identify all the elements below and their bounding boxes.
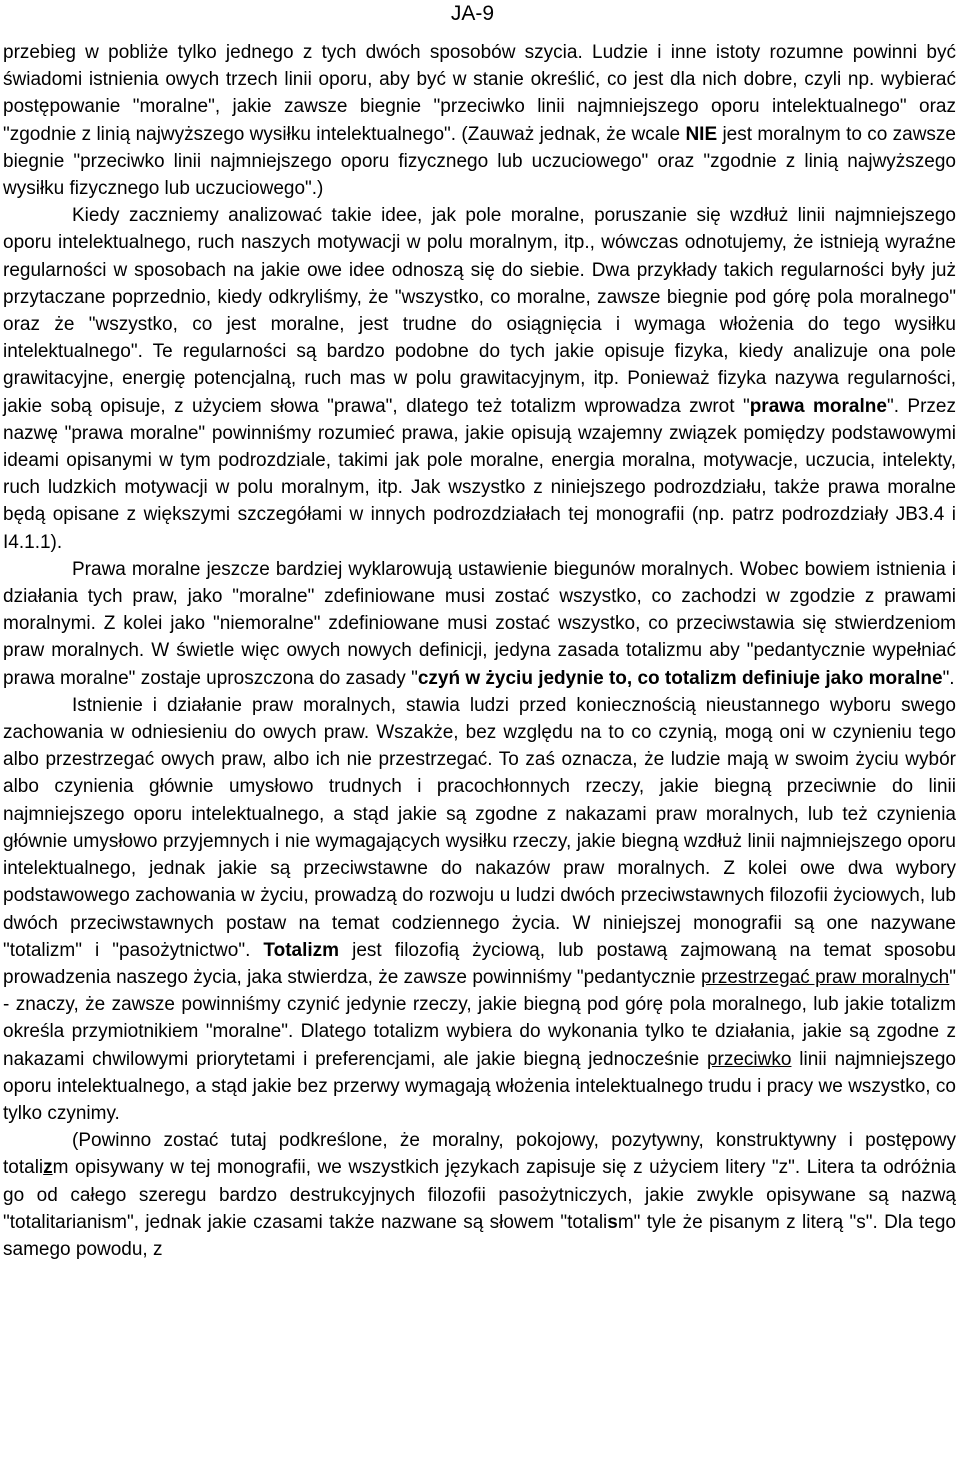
page-header [0, 0, 960, 34]
paragraph-text: linii najmniejszego oporu intelektualnego, a stąd jakie bez przerwy wymagają włożenia intelektualnego trudu i pracy we wszystko, co tylko czynimy. [3, 1048, 956, 1124]
underlined-text: przestrzegać praw moralnych [700, 966, 950, 988]
paragraph-text: (Powinno zostać tutaj podkreślone, że moralny, pokojowy, pozytywny, konstruktywny i postępowy totali [3, 1130, 956, 1179]
paragraph-text: m opisywany w tej monografii, we wszystkich językach zapisuje się z użyciem litery "z". Litera ta odróżnia go od całego szeregu bardzo destrukcyjnych filozofii pasożytniczych, jakie zwykle opisywane są nazwą "totalitarianism", jednak jakie czasami także nazwane są słowem "totali [3, 1157, 956, 1233]
paragraph [3, 1127, 956, 1263]
paragraph-text: Kiedy zaczniemy analizować takie idee, jak pole moralne, poruszanie się wzdłuż linii najmniejszego oporu intelektualnego, ruch naszych motywacji w polu moralnym, itp., wówczas odnotujemy, że istnieją wyraźne regularności w sposobach na jakie owe idee odnoszą się do siebie. Dwa przykłady takich regularności były już przytaczane poprzednio, kiedy odkryliśmy, że "wszystko, co moralne, zawsze biegnie pod górę pola moralnego" oraz że "wszystko, co jest moralne, jest trudne do osiągnięcia i wymaga włożenia do tego wysiłku intelektualnego". Te regularności są bardzo podobne do tych jakie opisuje fizyka, kiedy analizuje ona pole grawitacyjne, energię potencjalną, ruch mas w polu grawitacyjnym, itp. Ponieważ fizyka nazywa regularności, jakie sobą opisuje, z użyciem słowa "prawa", dlatego też totalizm wprowadza zwrot " [3, 205, 956, 417]
paragraph [3, 556, 956, 692]
paragraph-text: jest filozofią życiową, lub postawą zajmowaną na temat sposobu prowadzenia naszego życia, jaka stwierdza, że zawsze powinniśmy "pedantycznie [3, 939, 956, 988]
paragraph-text: ". Przez nazwę "prawa moralne" powinniśmy rozumieć prawa, jakie opisują wzajemny związek pomiędzy podstawowymi ideami opisanymi w tym podrozdziale, takimi jak pole moralne, energia moralna, motywacje, uczucia, intelekty, ruch ludzkich motywacji w polu moralnym, itp. Jak wszystko z niniejszego podrozdziału, także prawa moralne będą opisane z większymi szczegółami w innych podrozdziałach tej monografii (np. patrz podrozdziały JB3.4 i I4.1.1). [3, 395, 956, 553]
emphasized-text: czyń w życiu jedynie to, co totalizm definiuje jako moralne [417, 667, 943, 689]
paragraph-text: m" tyle że pisanym z literą "s". Dla tego samego powodu, z [3, 1211, 956, 1260]
paragraph-text: Istnienie i działanie praw moralnych, stawia ludzi przed koniecznością nieustannego wyboru swego zachowania w odniesieniu do owych praw. Wszakże, bez względu na to co czynią, mogą oni w czynieniu tego albo przestrzegać owych praw, albo ich nie przestrzegać. To zaś oznacza, że ludzie mają w swoim życiu wybór albo czynienia głównie umysłowo trudnych i pracochłonnych rzeczy, jakie biegną przeciwnie do linii najmniejszego oporu intelektualnego, a stąd jakie są zgodne z nakazami praw moralnych, lub też czynienia głównie umysłowo przyjemnych i nie wymagających wysiłku rzeczy, jakie biegną wzdłuż linii najmniejszego oporu intelektualnego, jednak jakie są przeciwstawne do nakazów praw moralnych. Z kolei owe dwa wybory podstawowego zachowania w życiu, prowadzą do rozwoju u ludzi dwóch przeciwstawnych filozofii życiowych, lub dwóch przeciwstawnych postaw na temat codziennego życia. W niniejszej monografii są one nazywane "totalizm" i "pasożytnictwo". [3, 694, 956, 961]
paragraph-text: Prawa moralne jeszcze bardziej wyklarowują ustawienie biegunów moralnych. Wobec bowiem istnienia i działania tych praw, jako "moralne" zdefiniowane musi zostać wszystko, co zachodzi w zgodzie z prawami moralnymi. Z kolei jako "niemoralne" zdefiniowane musi zostać wszystko, co przeciwstawia się stwierdzeniom praw moralnych. W świetle więc owych nowych definicji, jedyna zasada totalizmu aby "pedantycznie wypełniać prawa moralne" zostaje uproszczona do zasady " [3, 558, 956, 689]
emphasized-text: s [607, 1211, 618, 1233]
paragraph [3, 39, 956, 202]
emphasized-text: prawa moralne [749, 395, 887, 417]
emphasized-text: z [43, 1157, 53, 1179]
page-label: JA-9 [450, 2, 494, 25]
paragraph-text: ". [942, 667, 955, 689]
emphasized-text: Totalizm [263, 939, 340, 961]
emphasized-text: NIE [685, 123, 718, 145]
paragraph-text: " - znaczy, że zawsze powinniśmy czynić jedynie rzeczy, jakie biegną pod górę pola moralnego, lub jakie totalizm określa przymiotnikiem "moralne". Dlatego totalizm wybiera do wykonania tylko te działania, jakie są zgodne z nakazami chwilowymi priorytetami i preferencjami, ale jakie biegną jednocześnie [3, 966, 956, 1070]
document-body [3, 39, 956, 1263]
paragraph-text: jest moralnym to co zawsze biegnie "przeciwko linii najmniejszego oporu fizycznego lub uczuciowego" oraz "zgodnie z linią najwyższego wysiłku fizycznego lub uczuciowego".) [3, 123, 956, 200]
underlined-text: przeciwko [706, 1048, 792, 1070]
paragraph-text: przebieg w pobliże tylko jednego z tych dwóch sposobów szycia. Ludzie i inne istoty rozumne powinni być świadomi istnienia owych trzech linii oporu, aby być w stanie określić, co jest dla nich dobre, czyli np. wybierać postępowanie "moralne", jakie zawsze biegnie "przeciwko linii najmniejszego oporu intelektualnego" oraz "zgodnie z linią najwyższego wysiłku intelektualnego". (Zauważ jednak, że wcale [3, 42, 956, 145]
paragraph [3, 202, 956, 556]
paragraph [3, 692, 956, 1127]
